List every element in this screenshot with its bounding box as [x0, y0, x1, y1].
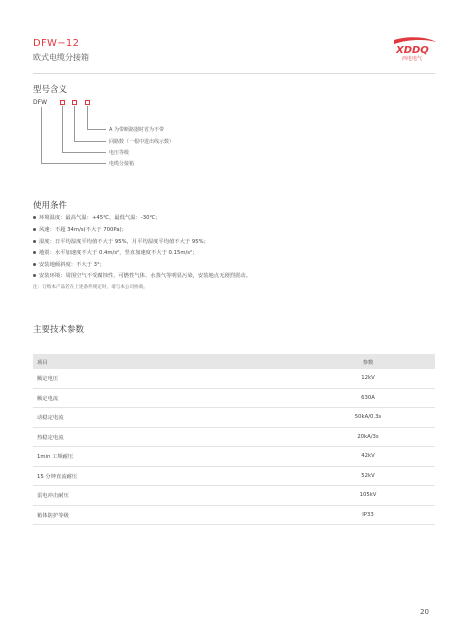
param-value: 50kA/0.3s	[354, 414, 382, 421]
header-item: 项目	[37, 359, 48, 366]
condition-item	[33, 260, 105, 268]
model-code: DFW	[33, 99, 48, 106]
tree-hline-1	[87, 129, 106, 130]
param-value: 105kV	[359, 492, 377, 499]
tech-params-title: 主要技术参数	[33, 325, 85, 335]
param-name: 动稳定电流	[37, 415, 64, 422]
condition-item	[33, 225, 127, 233]
table-header	[33, 354, 435, 369]
conditions-title: 使用条件	[33, 201, 68, 211]
params-table	[33, 354, 435, 525]
tree-hline-4	[41, 163, 106, 164]
condition-text: 风速：不超 34m/s(不大于 700Pa)；	[39, 227, 127, 233]
tree-hline-2	[74, 141, 106, 142]
bullet-icon	[33, 228, 36, 231]
product-model: DFW−12	[33, 38, 80, 49]
table-row	[33, 506, 435, 526]
header-divider	[33, 73, 435, 74]
product-subtitle: 欧式电缆分接箱	[33, 53, 89, 62]
param-name: 额定电压	[37, 376, 59, 383]
model-meaning-title: 型号含义	[33, 85, 68, 95]
code-box-2	[72, 100, 77, 105]
table-row	[33, 389, 435, 409]
bullet-icon	[33, 216, 36, 219]
brand-logo	[386, 36, 440, 70]
table-row	[33, 447, 435, 467]
code-box-3	[85, 100, 90, 105]
condition-text: 湿度：日平均湿度平均值不大于 95%，月平均湿度平均值不大于 95%；	[39, 239, 209, 245]
tree-vline-4	[41, 107, 42, 163]
bullet-icon	[33, 240, 36, 243]
condition-text: 环境温度：最高气温：+45℃，最低气温：-30℃；	[39, 215, 161, 221]
param-value: 52kV	[361, 472, 375, 479]
logo-swoosh	[394, 37, 436, 44]
param-name: 额定电流	[37, 395, 59, 402]
condition-text: 地震：水平加速度不大于 0.4m/s²，竖直加速度不大于 0.15m/s²；	[39, 250, 198, 256]
bullet-icon	[33, 263, 36, 266]
table-row	[33, 486, 435, 506]
tree-label-breaker: A 为带断路器时省为不带	[109, 127, 165, 133]
param-name: 雷电冲击耐压	[37, 493, 69, 500]
param-value: IP33	[362, 511, 374, 518]
table-row	[33, 369, 435, 389]
condition-item	[33, 237, 209, 245]
table-row	[33, 467, 435, 487]
bullet-icon	[33, 251, 36, 254]
param-value: 20kA/3s	[357, 433, 379, 440]
tree-label-cable-box: 电缆分接箱	[109, 161, 135, 167]
condition-item	[33, 248, 197, 256]
tree-vline-2	[74, 106, 75, 141]
logo-caption: 西电电气	[402, 56, 423, 62]
table-row	[33, 408, 435, 428]
param-value: 42kV	[361, 453, 375, 460]
param-value: 12kV	[361, 375, 375, 382]
tree-label-circuits: 回路数（一根中进出线示数）	[109, 139, 175, 145]
bullet-icon	[33, 274, 36, 277]
table-row	[33, 428, 435, 448]
condition-text: 安装地倾斜度：不大于 3°；	[39, 262, 105, 268]
header-value: 参数	[362, 359, 374, 366]
logo-mark: XDDQ	[396, 45, 429, 56]
tree-hline-3	[62, 152, 106, 153]
param-name: 热稳定电流	[37, 434, 64, 441]
conditions-note: 注：订购本产品若在上述条件规定时，请与本公司协商。	[33, 285, 148, 290]
param-name: 15 分钟直流耐压	[37, 473, 78, 480]
tree-vline-1	[87, 106, 88, 129]
page-number: 20	[420, 608, 429, 616]
param-value: 630A	[361, 394, 375, 401]
param-name: 箱体防护等级	[37, 512, 69, 519]
param-name: 1min 工频耐压	[37, 454, 74, 461]
tree-vline-3	[62, 106, 63, 152]
condition-item	[33, 271, 251, 279]
tree-label-voltage: 电压等级	[109, 150, 130, 156]
code-box-1	[60, 100, 65, 105]
condition-item	[33, 213, 161, 221]
condition-text: 安装环境：周围空气不受腐蚀性、可燃性气体、水蒸气等明显污染，安装地点无剧烈震动。	[39, 273, 251, 279]
